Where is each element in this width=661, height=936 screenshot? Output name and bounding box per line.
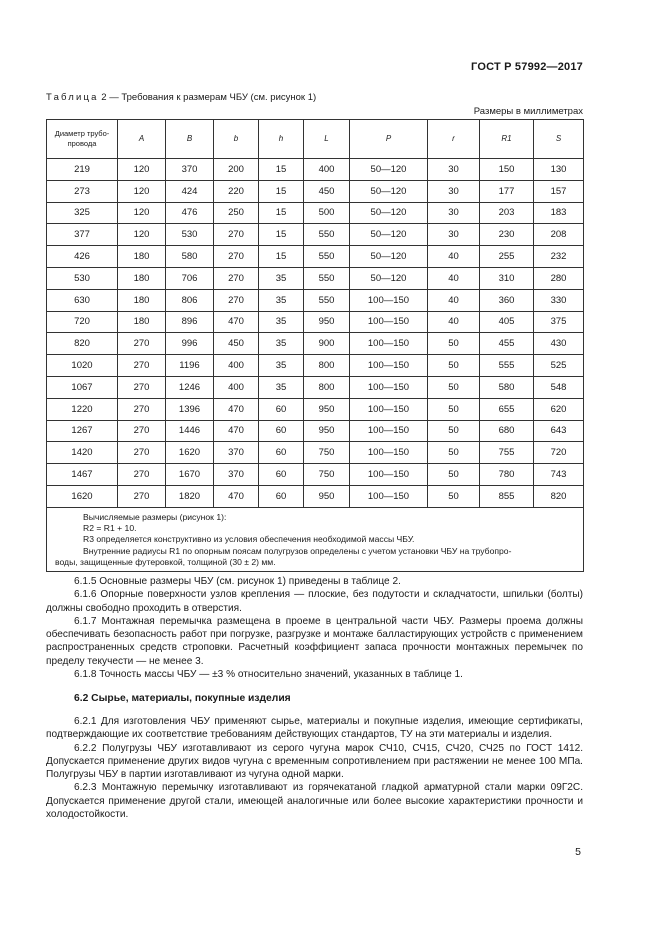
table-cell: 35 <box>259 376 304 398</box>
table-cell: 680 <box>480 420 534 442</box>
table-cell: 800 <box>304 376 350 398</box>
table-cell: 950 <box>304 485 350 507</box>
table-notes <box>47 507 584 571</box>
table-cell: 150 <box>480 159 534 181</box>
table-cell: 180 <box>118 267 166 289</box>
page-number: 5 <box>575 846 581 858</box>
table-cell: 100—150 <box>350 485 428 507</box>
table-cell: 255 <box>480 246 534 268</box>
table-row <box>47 224 584 246</box>
table-cell: 800 <box>304 355 350 377</box>
table-cell: 426 <box>47 246 118 268</box>
table-cell: 180 <box>118 311 166 333</box>
table-cell: 100—150 <box>350 442 428 464</box>
table-cell: 630 <box>47 289 118 311</box>
table-note-line: воды, защищенные футеровкой, толщиной (30 ± 2) мм. <box>55 556 276 567</box>
table-cell: 270 <box>118 376 166 398</box>
table-row <box>47 355 584 377</box>
table-cell: 180 <box>118 246 166 268</box>
table-header-row <box>47 120 584 159</box>
table-cell: 50—120 <box>350 159 428 181</box>
header-r1: R1 <box>480 120 534 159</box>
table-cell: 50—120 <box>350 202 428 224</box>
table-cell: 500 <box>304 202 350 224</box>
table-cell: 400 <box>304 159 350 181</box>
table-cell: 470 <box>214 485 259 507</box>
table-notes-row <box>47 507 584 571</box>
table-cell: 430 <box>534 333 584 355</box>
body-text-6-2 <box>46 715 583 821</box>
table-caption-text: 2 — Требования к размерам ЧБУ (см. рисунок 1) <box>98 92 317 103</box>
header-r: r <box>428 120 480 159</box>
table-cell: 780 <box>480 464 534 486</box>
table-cell: 270 <box>214 246 259 268</box>
table-cell: 370 <box>166 159 214 181</box>
table-cell: 706 <box>166 267 214 289</box>
table-note-line: R3 определяется конструктивно из условия обеспечения необходимой массы ЧБУ. <box>83 534 415 545</box>
table-cell: 203 <box>480 202 534 224</box>
table-cell: 15 <box>259 246 304 268</box>
table-cell: 270 <box>118 464 166 486</box>
table-cell: 35 <box>259 289 304 311</box>
paragraph-6-1-7: 6.1.7 Монтажная перемычка размещена в проеме в центральной части ЧБУ. Размеры проема должны обеспечивать безопасность работ при погрузке, разгрузке и монтаже балластирующих устройств с применением распространенных средств строповки. Расчетный коэффициент запаса прочности монтажных перемычек по пределу текучести — не менее 3. <box>46 615 583 667</box>
table-row <box>47 420 584 442</box>
table-cell: 35 <box>259 333 304 355</box>
table-cell: 270 <box>118 420 166 442</box>
table-cell: 1670 <box>166 464 214 486</box>
table-cell: 35 <box>259 267 304 289</box>
table-cell: 130 <box>534 159 584 181</box>
table-cell: 370 <box>214 442 259 464</box>
table-cell: 950 <box>304 420 350 442</box>
table-cell: 750 <box>304 442 350 464</box>
table-cell: 100—150 <box>350 355 428 377</box>
table-cell: 60 <box>259 420 304 442</box>
table-caption-word: Таблица <box>46 92 99 103</box>
table-cell: 15 <box>259 202 304 224</box>
table-cell: 620 <box>534 398 584 420</box>
table-cell: 270 <box>214 224 259 246</box>
table-cell: 375 <box>534 311 584 333</box>
table-cell: 120 <box>118 224 166 246</box>
table-cell: 100—150 <box>350 398 428 420</box>
header-pipe-diameter: Диаметр трубо-провода <box>47 120 118 159</box>
table-cell: 50 <box>428 398 480 420</box>
table-cell: 250 <box>214 202 259 224</box>
table-cell: 820 <box>47 333 118 355</box>
table-cell: 230 <box>480 224 534 246</box>
table-cell: 50—120 <box>350 224 428 246</box>
table-cell: 1620 <box>47 485 118 507</box>
table-cell: 50—120 <box>350 246 428 268</box>
table-row <box>47 442 584 464</box>
table-cell: 530 <box>166 224 214 246</box>
table-cell: 30 <box>428 159 480 181</box>
table-cell: 1246 <box>166 376 214 398</box>
table-cell: 273 <box>47 180 118 202</box>
table-cell: 855 <box>480 485 534 507</box>
table-cell: 60 <box>259 485 304 507</box>
table-cell: 219 <box>47 159 118 181</box>
table-cell: 550 <box>304 289 350 311</box>
table-cell: 548 <box>534 376 584 398</box>
table-cell: 270 <box>214 267 259 289</box>
table-row <box>47 464 584 486</box>
table-cell: 200 <box>214 159 259 181</box>
table-cell: 60 <box>259 442 304 464</box>
table-cell: 220 <box>214 180 259 202</box>
table-cell: 208 <box>534 224 584 246</box>
header-p: P <box>350 120 428 159</box>
table-cell: 270 <box>118 398 166 420</box>
table-cell: 655 <box>480 398 534 420</box>
table-cell: 950 <box>304 311 350 333</box>
table-cell: 50 <box>428 420 480 442</box>
table-cell: 15 <box>259 224 304 246</box>
table-cell: 1067 <box>47 376 118 398</box>
table-cell: 806 <box>166 289 214 311</box>
table-cell: 377 <box>47 224 118 246</box>
table-cell: 40 <box>428 246 480 268</box>
table-cell: 50 <box>428 485 480 507</box>
table-cell: 35 <box>259 355 304 377</box>
table-cell: 1820 <box>166 485 214 507</box>
table-cell: 720 <box>47 311 118 333</box>
body-text <box>46 575 583 681</box>
table-cell: 270 <box>118 485 166 507</box>
header-l: L <box>304 120 350 159</box>
table-cell: 30 <box>428 180 480 202</box>
table-cell: 1620 <box>166 442 214 464</box>
table-cell: 900 <box>304 333 350 355</box>
table-cell: 743 <box>534 464 584 486</box>
table-cell: 270 <box>118 355 166 377</box>
table-cell: 120 <box>118 202 166 224</box>
table-cell: 50 <box>428 333 480 355</box>
table-cell: 232 <box>534 246 584 268</box>
table-cell: 643 <box>534 420 584 442</box>
table-cell: 100—150 <box>350 420 428 442</box>
table-row <box>47 289 584 311</box>
table-row <box>47 311 584 333</box>
table-cell: 1446 <box>166 420 214 442</box>
table-cell: 60 <box>259 398 304 420</box>
table-row <box>47 398 584 420</box>
table-cell: 820 <box>534 485 584 507</box>
header-b: b <box>214 120 259 159</box>
table-cell: 100—150 <box>350 289 428 311</box>
paragraph-6-1-6: 6.1.6 Опорные поверхности узлов крепления — плоские, без подутости и складчатости, шпильки (болты) должны свободно проходить в отверстия. <box>46 589 583 614</box>
table-cell: 15 <box>259 159 304 181</box>
table-cell: 177 <box>480 180 534 202</box>
header-s: S <box>534 120 584 159</box>
table-cell: 1220 <box>47 398 118 420</box>
table-cell: 100—150 <box>350 376 428 398</box>
table-row <box>47 376 584 398</box>
table-cell: 180 <box>118 289 166 311</box>
table-cell: 1020 <box>47 355 118 377</box>
table-cell: 40 <box>428 311 480 333</box>
standard-header: ГОСТ Р 57992—2017 <box>471 61 583 73</box>
table-row <box>47 202 584 224</box>
table-cell: 950 <box>304 398 350 420</box>
table-cell: 270 <box>118 442 166 464</box>
table-cell: 580 <box>480 376 534 398</box>
table-units-note: Размеры в миллиметрах <box>473 106 583 117</box>
table-cell: 555 <box>480 355 534 377</box>
table-row <box>47 246 584 268</box>
table-row <box>47 159 584 181</box>
table-cell: 424 <box>166 180 214 202</box>
table-row <box>47 180 584 202</box>
table-cell: 60 <box>259 464 304 486</box>
table-cell: 1196 <box>166 355 214 377</box>
table-cell: 120 <box>118 180 166 202</box>
table-note-line: Внутренние радиусы R1 по опорным поясам полугрузов определены с учетом установки ЧБУ на трубопро- <box>83 545 512 556</box>
table-cell: 455 <box>480 333 534 355</box>
table-cell: 30 <box>428 202 480 224</box>
table-row <box>47 267 584 289</box>
table-cell: 15 <box>259 180 304 202</box>
paragraph-6-1-5: 6.1.5 Основные размеры ЧБУ (см. рисунок 1) приведены в таблице 2. <box>74 576 401 587</box>
header-b: B <box>166 120 214 159</box>
table-cell: 50 <box>428 464 480 486</box>
table-cell: 470 <box>214 398 259 420</box>
table-cell: 1396 <box>166 398 214 420</box>
table-cell: 525 <box>534 355 584 377</box>
table-cell: 755 <box>480 442 534 464</box>
table-cell: 325 <box>47 202 118 224</box>
table-cell: 1267 <box>47 420 118 442</box>
table-cell: 530 <box>47 267 118 289</box>
table-cell: 100—150 <box>350 333 428 355</box>
table-caption <box>46 92 316 103</box>
table-cell: 280 <box>534 267 584 289</box>
table-cell: 580 <box>166 246 214 268</box>
table-cell: 50 <box>428 376 480 398</box>
table-cell: 1420 <box>47 442 118 464</box>
table-cell: 450 <box>304 180 350 202</box>
table-cell: 157 <box>534 180 584 202</box>
table-cell: 100—150 <box>350 464 428 486</box>
paragraph-6-2-2: 6.2.2 Полугрузы ЧБУ изготавливают из серого чугуна марок СЧ10, СЧ15, СЧ20, СЧ25 по ГОСТ 1412. Допускается применение других видов чугуна с временным сопротивлением при растяжении не менее 100 МПа. Полугрузы ЧБУ в партии изготавливают из чугуна одной марки. <box>46 742 583 781</box>
table-cell: 550 <box>304 267 350 289</box>
table-cell: 750 <box>304 464 350 486</box>
dimensions-table <box>46 119 584 572</box>
table-cell: 370 <box>214 464 259 486</box>
table-cell: 50 <box>428 442 480 464</box>
table-note-line: R2 = R1 + 10. <box>83 523 137 534</box>
table-cell: 360 <box>480 289 534 311</box>
table-cell: 40 <box>428 289 480 311</box>
table-row <box>47 333 584 355</box>
table-cell: 405 <box>480 311 534 333</box>
table-row <box>47 485 584 507</box>
table-cell: 50 <box>428 355 480 377</box>
table-cell: 270 <box>214 289 259 311</box>
table-cell: 400 <box>214 355 259 377</box>
table-cell: 720 <box>534 442 584 464</box>
paragraph-6-2-1: 6.2.1 Для изготовления ЧБУ применяют сырье, материалы и покупные изделия, имеющие сертификаты, подтверждающие их соответствие требованиям действующих стандартов, ТУ на эти материалы и изделия. <box>46 716 583 741</box>
table-cell: 450 <box>214 333 259 355</box>
header-h: h <box>259 120 304 159</box>
table-cell: 896 <box>166 311 214 333</box>
table-cell: 400 <box>214 376 259 398</box>
table-cell: 40 <box>428 267 480 289</box>
table-cell: 100—150 <box>350 311 428 333</box>
table-cell: 30 <box>428 224 480 246</box>
table-cell: 470 <box>214 311 259 333</box>
section-title-6-2: 6.2 Сырье, материалы, покупные изделия <box>74 693 291 704</box>
table-cell: 50—120 <box>350 267 428 289</box>
table-cell: 550 <box>304 246 350 268</box>
table-cell: 120 <box>118 159 166 181</box>
table-cell: 470 <box>214 420 259 442</box>
table-cell: 1467 <box>47 464 118 486</box>
paragraph-6-1-8: 6.1.8 Точность массы ЧБУ — ±3 % относительно значений, указанных в таблице 1. <box>74 669 463 681</box>
paragraph-6-2-3: 6.2.3 Монтажную перемычку изготавливают из горячекатаной гладкой арматурной стали марки 09Г2С. Допускается применение другой стали, имеющей аналогичные или более высокие характеристики прочности и холодостойкости. <box>46 782 583 821</box>
table-note-line: Вычисляемые размеры (рисунок 1): <box>83 511 227 522</box>
table-cell: 310 <box>480 267 534 289</box>
table-cell: 270 <box>118 333 166 355</box>
table-cell: 330 <box>534 289 584 311</box>
table-cell: 183 <box>534 202 584 224</box>
table-cell: 550 <box>304 224 350 246</box>
table-cell: 50—120 <box>350 180 428 202</box>
table-cell: 476 <box>166 202 214 224</box>
table-cell: 996 <box>166 333 214 355</box>
header-a: A <box>118 120 166 159</box>
table-cell: 35 <box>259 311 304 333</box>
